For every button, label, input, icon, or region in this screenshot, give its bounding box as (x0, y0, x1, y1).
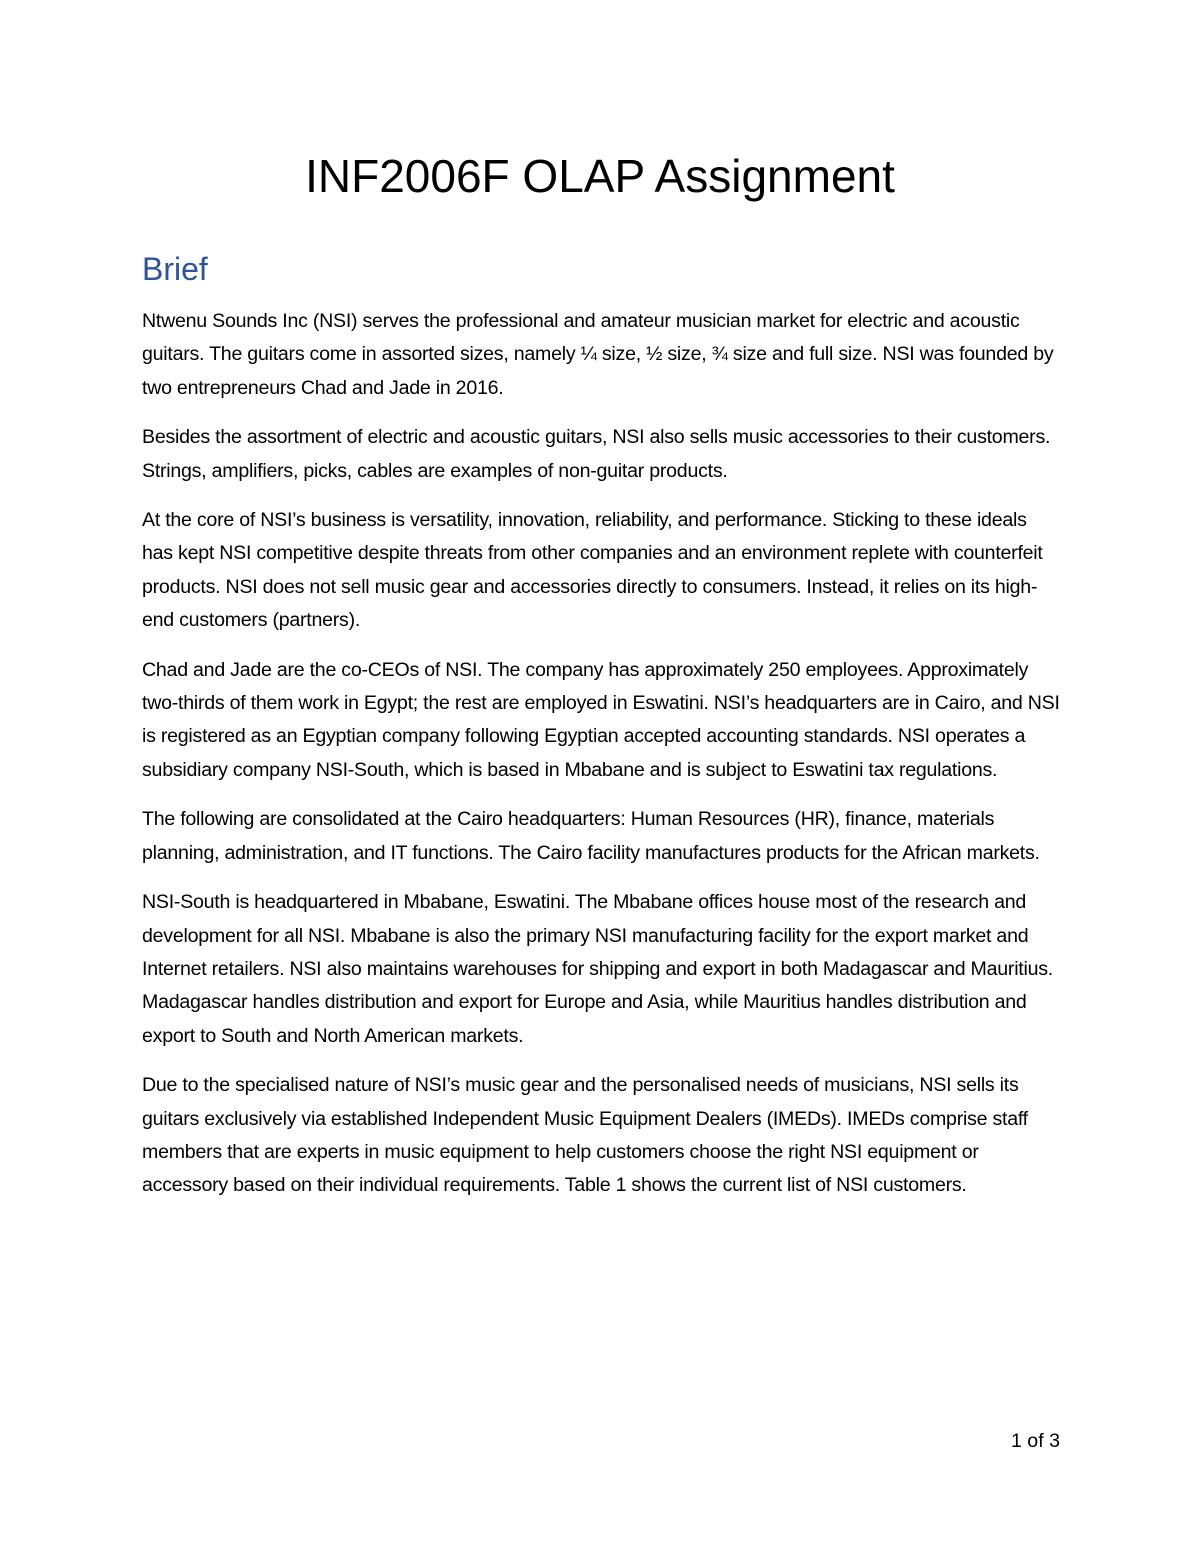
document-body (142, 305, 1062, 1219)
paragraph-nsi-south: NSI-South is headquartered in Mbabane, Eswatini. The Mbabane offices house most of the research and development for all NSI. Mbabane is also the primary NSI manufacturing facility for the export market and Internet retailers. NSI also maintains warehouses for shipping and export in both Madagascar and Mauritius. Madagascar handles distribution and export for Europe and Asia, while Mauritius handles distribution and export to South and North American markets. (142, 891, 1053, 1047)
page-number: 1 of 3 (1010, 1430, 1060, 1452)
document-title: INF2006F OLAP Assignment (305, 150, 895, 202)
paragraph-accessories: Besides the assortment of electric and acoustic guitars, NSI also sells music accessories to their customers. Strings, amplifiers, picks, cables are examples of non-guitar products. (142, 426, 1051, 482)
section-heading-brief: Brief (142, 251, 208, 287)
paragraph-cairo: The following are consolidated at the Cairo headquarters: Human Resources (HR), finance, materials planning, administration, and IT functions. The Cairo facility manufactures products for the African markets. (142, 808, 1040, 864)
paragraph-core-values: At the core of NSI’s business is versatility, innovation, reliability, and performance. Sticking to these ideals has kept NSI competitive despite threats from other companies and an environment replete with counterfeit products. NSI does not sell music gear and accessories directly to consumers. Instead, it relies on its high-end customers (partners). (142, 509, 1043, 632)
paragraph-imeds: Due to the specialised nature of NSI’s music gear and the personalised needs of musicians, NSI sells its guitars exclusively via established Independent Music Equipment Dealers (IMEDs). IMEDs comprise staff members that are experts in music equipment to help customers choose the right NSI equipment or accessory based on their individual requirements. Table 1 shows the current list of NSI customers. (142, 1074, 1028, 1197)
paragraph-intro: Ntwenu Sounds Inc (NSI) serves the professional and amateur musician market for electric and acoustic guitars. The guitars come in assorted sizes, namely ¼ size, ½ size, ¾ size and full size. NSI was founded by two entrepreneurs Chad and Jade in 2016. (142, 310, 1054, 399)
paragraph-organisation: Chad and Jade are the co-CEOs of NSI. The company has approximately 250 employees. Approximately two-thirds of them work in Egypt; the rest are employed in Eswatini. NSI’s headquarters are in Cairo, and NSI is registered as an Egyptian company following Egyptian accepted accounting standards. NSI operates a subsidiary company NSI-South, which is based in Mbabane and is subject to Eswatini tax regulations. (142, 658, 1060, 781)
